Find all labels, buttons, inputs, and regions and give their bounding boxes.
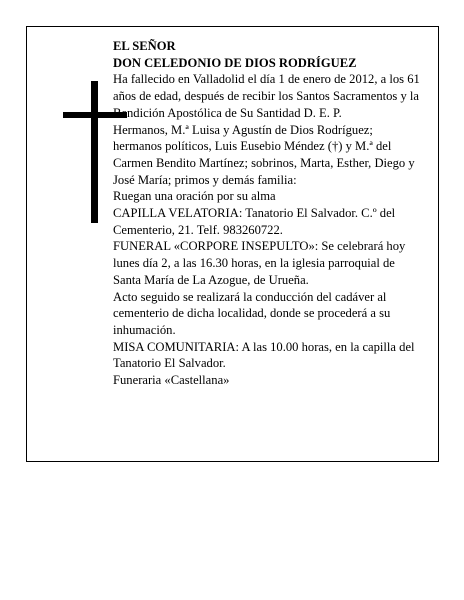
death-announcement: Ha fallecido en Valladolid el día 1 de enero de 2012, a los 61 años de edad, después de recibir los Santos Sacramentos y la Bendición Apostólica de Su Santidad D. E. P. (113, 72, 420, 120)
family-list: Hermanos, M.ª Luisa y Agustín de Dios Rodríguez; hermanos políticos, Luis Eusebio Méndez (†) y M.ª del Carmen Bendito Martínez; sobrinos, Marta, Esther, Diego y José María; primos y demás familia: (113, 122, 415, 187)
mass-info: MISA COMUNITARIA: A las 10.00 horas, en la capilla del Tanatorio El Salvador. (113, 339, 415, 371)
notice-heading-title: EL SEÑOR (113, 39, 176, 53)
burial-info: Acto seguido se realizará la conducción del cadáver al cementerio de dicha localidad, donde se procederá a su inhumación. (113, 289, 391, 337)
notice-heading-name: DON CELEDONIO DE DIOS RODRÍGUEZ (113, 55, 357, 70)
prayer-request: Ruegan una oración por su alma (113, 189, 276, 204)
wake-chapel-info: CAPILLA VELATORIA: Tanatorio El Salvador. C.º del Cementerio, 21. Telf. 983260722. (113, 206, 396, 237)
funeral-home: Funeraria «Castellana» (113, 373, 230, 388)
funeral-info: FUNERAL «CORPORE INSEPULTO»: Se celebrará hoy lunes día 2, a las 16.30 horas, en la iglesia parroquial de Santa María de La Azogue, de Urueña. (113, 239, 406, 287)
cross-vertical-bar (91, 81, 98, 223)
notice-text (113, 38, 423, 389)
